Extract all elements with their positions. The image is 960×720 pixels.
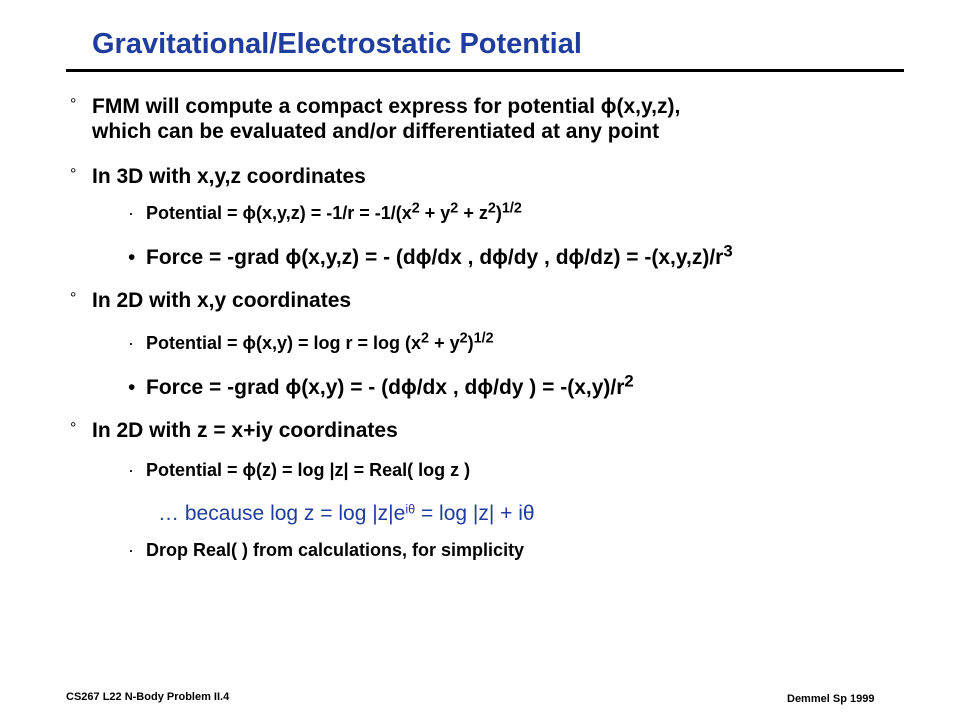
bullet-text: In 3D with x,y,z coordinates (92, 165, 366, 188)
equation-exponent: 1/2 (473, 330, 494, 347)
bullet-marker: · (128, 333, 134, 353)
bullet-marker: • (128, 246, 136, 269)
equation-exponent: 3 (723, 241, 733, 261)
equation-exponent: 2 (450, 200, 459, 217)
bullet-fmm-line2 (92, 120, 659, 144)
equation-part: Potential = ϕ(x,y) = log r = log (x (146, 333, 422, 353)
sub-bullet-3d-potential (128, 200, 522, 224)
bullet-2d-complex (70, 419, 398, 443)
bullet-marker: ° (70, 420, 77, 437)
bullet-text: In 2D with x,y coordinates (92, 289, 352, 312)
equation-exponent: 2 (487, 200, 496, 217)
equation-part: Potential = ϕ(x,y,z) = -1/r = -1/(x (146, 203, 412, 223)
equation-part: + y (429, 333, 460, 353)
bullet-marker: · (128, 460, 134, 480)
sub-bullet-2d-force (128, 371, 634, 400)
equation-exponent: 2 (459, 330, 468, 347)
bullet-3d (70, 165, 366, 189)
bullet-marker: · (128, 540, 134, 560)
equation-part: … because log z = log |z|e (158, 502, 406, 525)
sub-bullet-complex-potential (128, 460, 471, 481)
equation-part: + z (458, 203, 488, 223)
equation-part: ) (467, 333, 474, 353)
bullet-text: Drop Real( ) from calculations, for simplicity (146, 540, 525, 560)
equation-part: Potential = ϕ(z) = log |z| = Real( log z ) (146, 460, 471, 480)
title-underline (66, 69, 904, 72)
bullet-text: In 2D with z = x+iy coordinates (92, 419, 398, 442)
bullet-fmm-line1 (70, 95, 681, 119)
bullet-2d-xy (70, 289, 352, 313)
sub-bullet-3d-force (128, 241, 733, 270)
equation-part: Force = -grad ϕ(x,y) = - (dϕ/dx , dϕ/dy ) = -(x,y)/r (146, 376, 625, 399)
equation-exponent: 2 (411, 200, 420, 217)
equation-exponent: 1/2 (501, 200, 522, 217)
bullet-text: FMM will compute a compact express for potential ϕ(x,y,z), (92, 95, 681, 118)
because-note (158, 502, 535, 526)
equation-part: + y (419, 203, 451, 223)
footer-author-label: Demmel Sp 1999 (787, 693, 875, 705)
equation-exponent: 2 (624, 371, 634, 391)
equation-part: Force = -grad ϕ(x,y,z) = - (dϕ/dx , dϕ/dy , dϕ/dz) = -(x,y,z)/r (146, 246, 724, 269)
bullet-text: which can be evaluated and/or differentiated at any point (92, 120, 660, 143)
equation-part: = log |z| + iθ (415, 502, 535, 525)
bullet-marker: ° (70, 290, 77, 307)
equation-exponent: 2 (421, 330, 430, 347)
bullet-marker: · (128, 203, 134, 223)
sub-bullet-drop-real (128, 540, 525, 561)
equation-part: ) (495, 203, 502, 223)
slide-title: Gravitational/Electrostatic Potential (92, 28, 582, 60)
bullet-marker: ° (70, 96, 77, 113)
bullet-marker: ° (70, 166, 77, 183)
sub-bullet-2d-potential (128, 330, 494, 354)
bullet-marker: • (128, 376, 136, 399)
footer-course-label: CS267 L22 N-Body Problem II.4 (66, 691, 230, 703)
equation-exponent: iθ (405, 502, 416, 517)
